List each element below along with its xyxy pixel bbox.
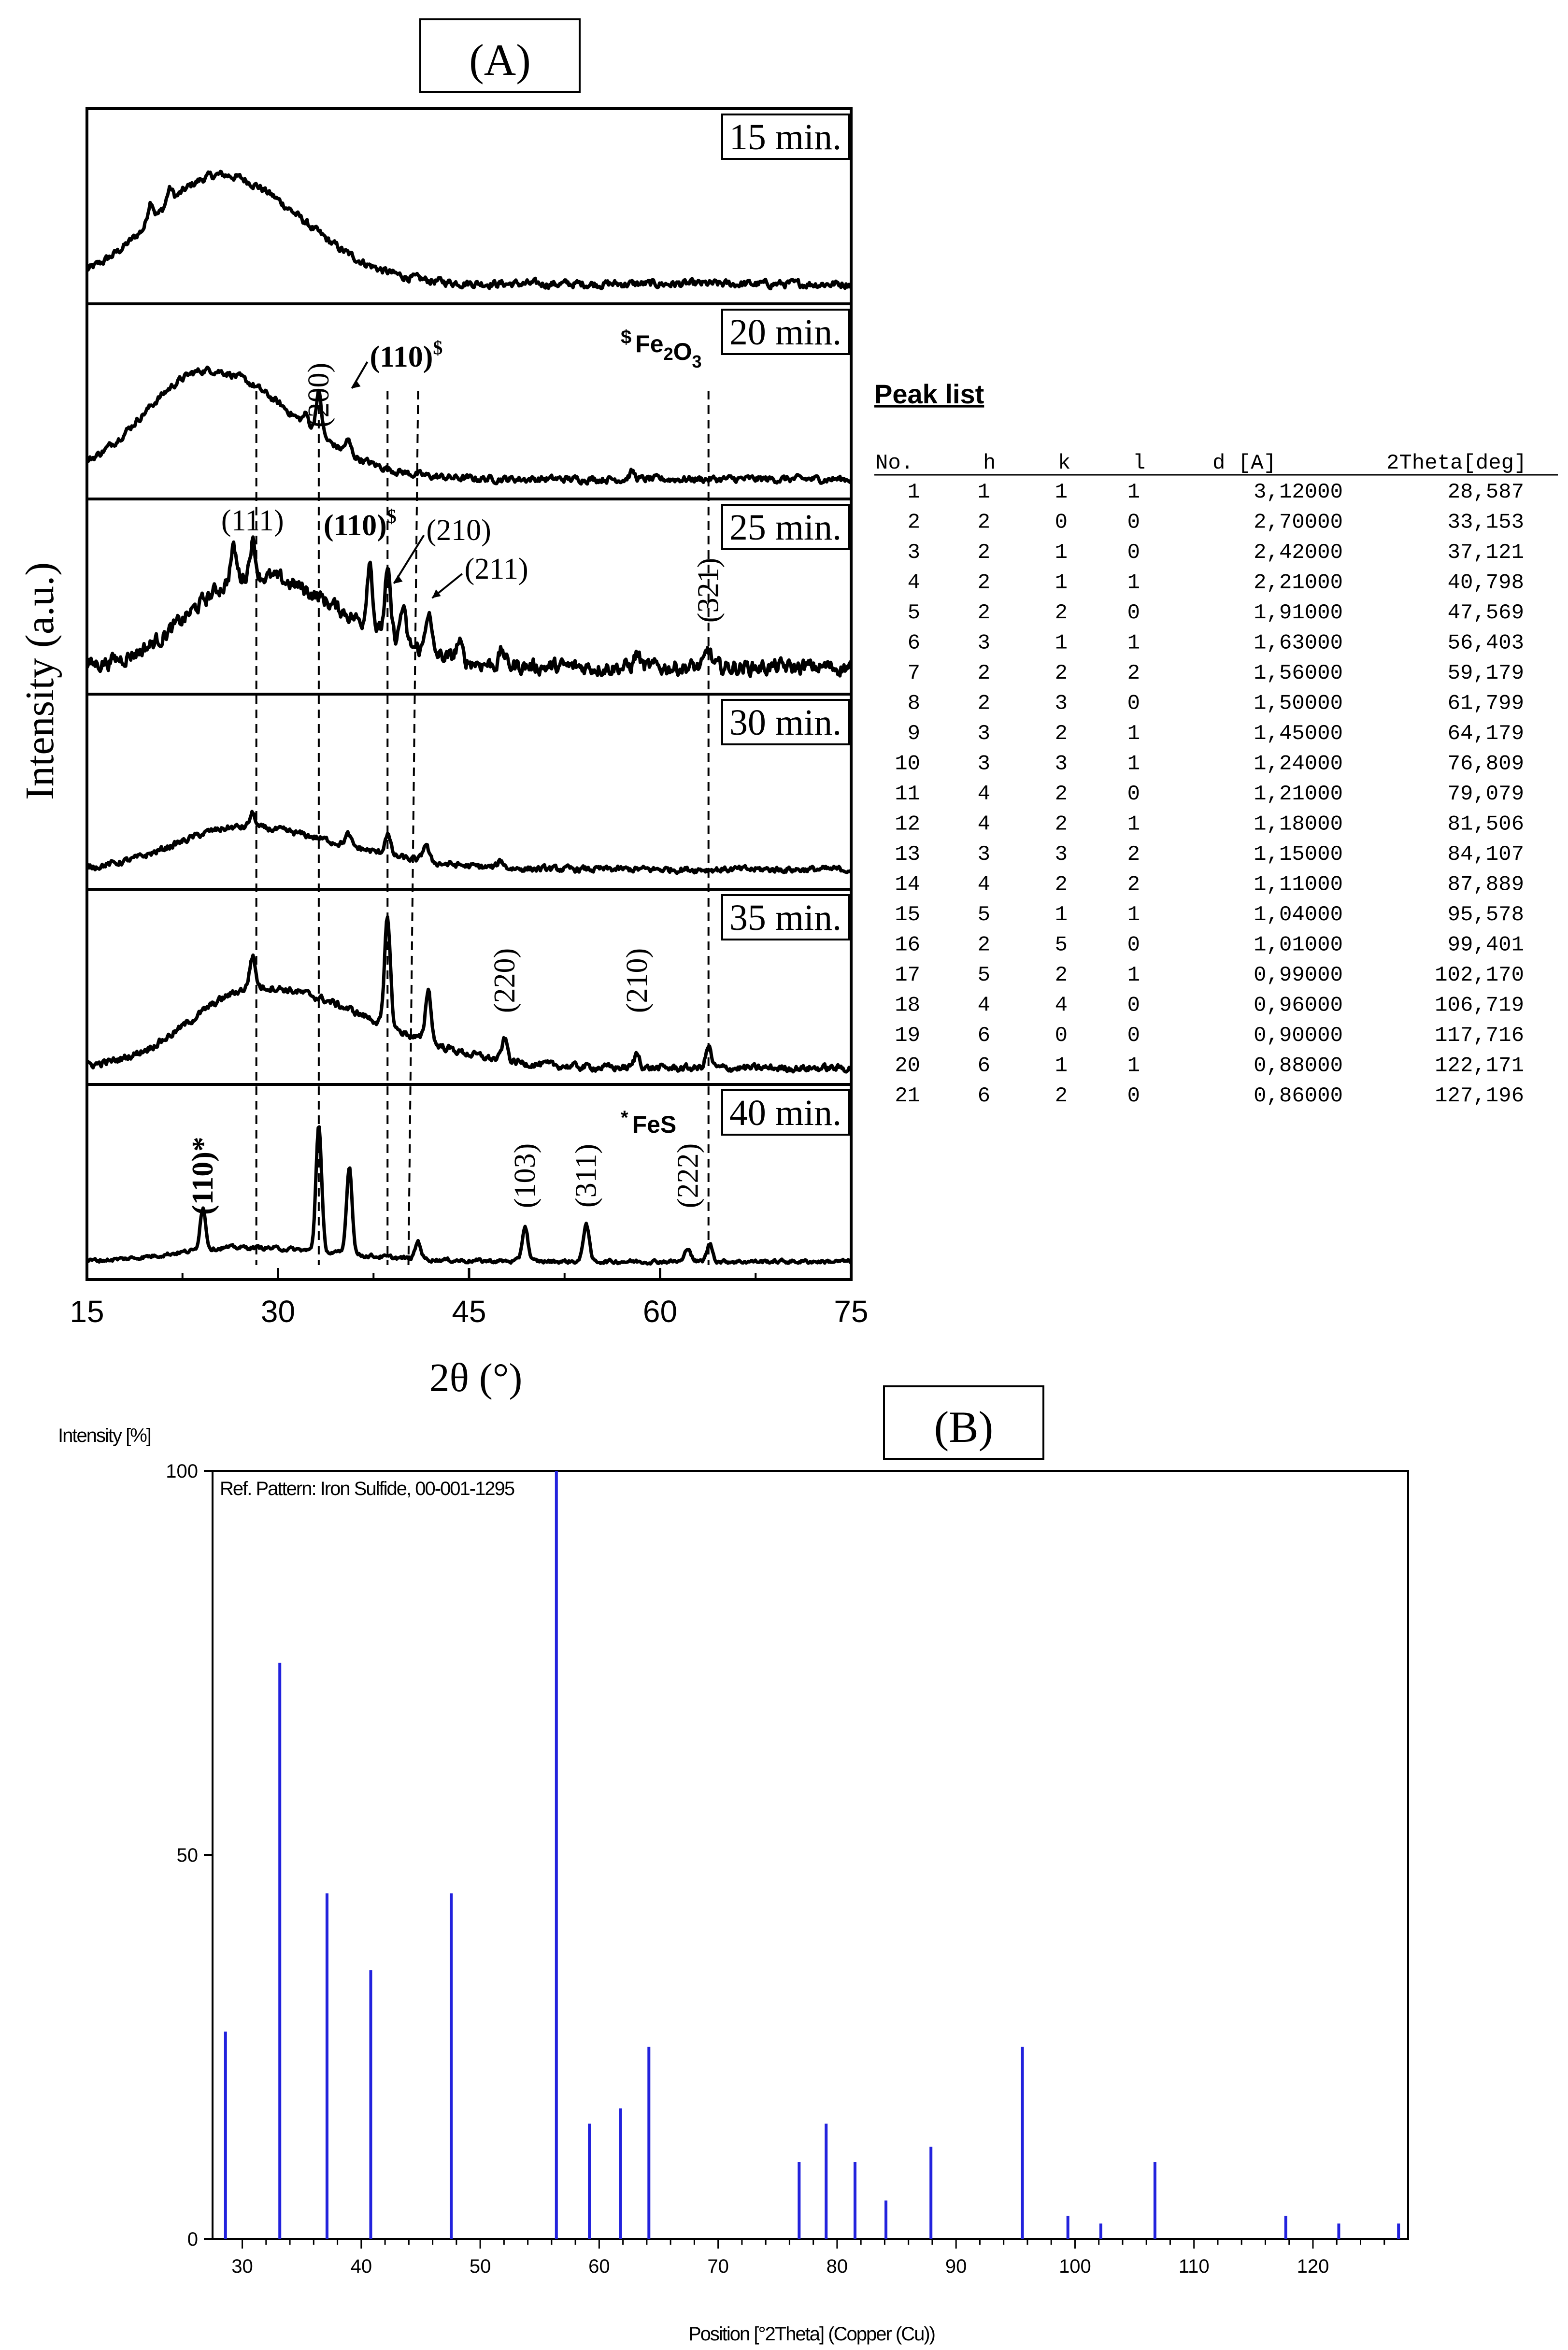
peak-annotation: (210)	[426, 514, 491, 547]
x-tick-label: 30	[260, 1294, 296, 1329]
peak-list-header-cell: d [A]	[1212, 451, 1277, 475]
peak-list-cell: 6	[977, 1024, 990, 1048]
peak-list-cell: 1	[1055, 1054, 1068, 1078]
x-tick-label: 60	[642, 1294, 678, 1329]
peak-list-cell: 3,12000	[1254, 480, 1343, 504]
peak-list-cell: 1	[1127, 480, 1140, 504]
peak-list-cell: 1,01000	[1254, 933, 1343, 957]
peak-list-cell: 1	[1055, 631, 1068, 655]
b-x-axis-label: Position [°2Theta] (Copper (Cu))	[688, 2323, 935, 2345]
peak-annotation: (111)	[221, 504, 284, 537]
peak-list-cell: 3	[977, 631, 990, 655]
b-y-tick-label: 0	[187, 2229, 198, 2250]
peak-list-cell: 0	[1055, 1024, 1068, 1048]
peak-list-cell: 2	[977, 661, 990, 685]
peak-list-cell: 2	[1055, 1084, 1068, 1108]
peak-list-cell: 28,587	[1447, 480, 1524, 504]
peak-list-cell: 40,798	[1447, 570, 1524, 595]
peak-list-cell: 0	[1127, 691, 1140, 716]
peak-list-cell: 4	[977, 782, 990, 806]
peak-list-cell: 3	[977, 722, 990, 746]
peak-list-cell: 1,11000	[1254, 872, 1343, 897]
peak-list-cell: 1	[1127, 963, 1140, 987]
peak-list-cell: 5	[907, 601, 920, 625]
peak-list-cell: 2	[1055, 782, 1068, 806]
phase-note: $ $Fe_2O_3$	[621, 327, 702, 371]
peak-list-cell: 106,719	[1435, 993, 1524, 1018]
peak-list-cell: 1	[1127, 812, 1140, 837]
peak-list-cell: 7	[907, 661, 920, 685]
peak-list-cell: 2,70000	[1254, 510, 1343, 535]
peak-list-cell: 2,21000	[1254, 570, 1343, 595]
peak-list-cell: 3	[1055, 691, 1068, 716]
peak-list-cell: 12	[895, 812, 920, 837]
peak-list-header-cell: 2Theta[deg]	[1386, 451, 1527, 475]
peak-list-cell: 2	[1127, 661, 1140, 685]
peak-list-cell: 8	[907, 691, 920, 716]
peak-list-cell: 5	[1055, 933, 1068, 957]
time-label: 40 min.	[729, 1093, 842, 1133]
peak-list-cell: 1	[1127, 722, 1140, 746]
peak-list-cell: 127,196	[1435, 1084, 1524, 1108]
peak-annotation: (200)	[302, 362, 335, 428]
peak-list-cell: 122,171	[1435, 1054, 1524, 1078]
peak-list-cell: 2	[1127, 842, 1140, 867]
time-label: 20 min.	[729, 312, 842, 353]
peak-list-cell: 17	[895, 963, 920, 987]
peak-list-cell: 76,809	[1447, 752, 1524, 776]
time-label: 25 min.	[729, 507, 842, 548]
peak-list-cell: 2	[977, 691, 990, 716]
peak-list-cell: 84,107	[1447, 842, 1524, 867]
b-x-tick-label: 40	[350, 2256, 372, 2277]
peak-list-cell: 6	[977, 1054, 990, 1078]
peak-annotation: (103)	[509, 1143, 542, 1209]
peak-list-cell: 2	[1055, 601, 1068, 625]
peak-list-cell: 5	[977, 903, 990, 927]
peak-list-cell: 2	[907, 510, 920, 535]
peak-list-cell: 0	[1127, 993, 1140, 1018]
time-label: 35 min.	[729, 897, 842, 938]
peak-list-cell: 2	[977, 541, 990, 565]
peak-list-cell: 4	[907, 570, 920, 595]
peak-list-cell: 1,21000	[1254, 782, 1343, 806]
panel-b-label: (B)	[934, 1402, 994, 1452]
peak-list-cell: 0	[1055, 510, 1068, 535]
peak-list-cell: 3	[977, 752, 990, 776]
peak-list-cell: 0,86000	[1254, 1084, 1343, 1108]
time-label: 30 min.	[729, 702, 842, 743]
peak-list-cell: 0	[1127, 541, 1140, 565]
peak-list-cell: 2	[1055, 661, 1068, 685]
peak-list-cell: 56,403	[1447, 631, 1524, 655]
peak-annotation: (311)	[570, 1144, 603, 1208]
peak-annotation: (211)	[464, 553, 528, 585]
peak-annotation: (220)	[488, 948, 521, 1013]
peak-list-cell: 0	[1127, 782, 1140, 806]
b-y-tick-label: 100	[166, 1461, 198, 1482]
b-y-tick-label: 50	[176, 1845, 198, 1866]
peak-list-cell: 1	[1055, 570, 1068, 595]
peak-list-cell: 0,90000	[1254, 1024, 1343, 1048]
peak-list-cell: 9	[907, 722, 920, 746]
peak-list-cell: 1,56000	[1254, 661, 1343, 685]
peak-annotation: (222)	[671, 1143, 705, 1209]
peak-list-cell: 1,18000	[1254, 812, 1343, 837]
peak-list-cell: 0	[1127, 510, 1140, 535]
peak-list-cell: 1	[1127, 631, 1140, 655]
b-x-tick-label: 60	[588, 2256, 610, 2277]
peak-list-cell: 99,401	[1447, 933, 1524, 957]
peak-list-cell: 5	[977, 963, 990, 987]
peak-list-cell: 10	[895, 752, 920, 776]
peak-list-cell: 102,170	[1435, 963, 1524, 987]
b-x-tick-label: 110	[1178, 2256, 1210, 2277]
peak-list-cell: 61,799	[1447, 691, 1524, 716]
peak-list-cell: 11	[895, 782, 920, 806]
peak-list-cell: 4	[1055, 993, 1068, 1018]
peak-list-header-cell: k	[1058, 451, 1071, 475]
peak-list-cell: 20	[895, 1054, 920, 1078]
peak-list-cell: 95,578	[1447, 903, 1524, 927]
peak-list-cell: 59,179	[1447, 661, 1524, 685]
peak-list-cell: 1,50000	[1254, 691, 1343, 716]
peak-list-cell: 3	[1055, 842, 1068, 867]
peak-list-cell: 15	[895, 903, 920, 927]
peak-list-header-cell: l	[1133, 451, 1146, 475]
b-x-tick-label: 90	[945, 2256, 967, 2277]
peak-list-cell: 33,153	[1447, 510, 1524, 535]
peak-list-cell: 4	[977, 872, 990, 897]
peak-list-cell: 3	[907, 541, 920, 565]
peak-list-cell: 2	[1055, 812, 1068, 837]
peak-list-cell: 2	[1055, 872, 1068, 897]
b-x-tick-label: 100	[1059, 2256, 1091, 2277]
b-title: Ref. Pattern: Iron Sulfide, 00-001-1295	[220, 1478, 514, 1499]
peak-list-cell: 1	[1127, 1054, 1140, 1078]
b-y-axis-label: Intensity [%]	[58, 1425, 151, 1446]
b-x-tick-label: 80	[826, 2256, 848, 2277]
peak-list-cell: 37,121	[1447, 541, 1524, 565]
peak-annotation: (110)$	[370, 337, 443, 373]
peak-list-cell: 2	[1055, 722, 1068, 746]
peak-list-cell: 1	[1055, 541, 1068, 565]
peak-list-cell: 79,079	[1447, 782, 1524, 806]
peak-list-cell: 2	[977, 510, 990, 535]
peak-annotation: (321)	[692, 557, 725, 623]
peak-list-cell: 64,179	[1447, 722, 1524, 746]
peak-list-cell: 1	[1127, 570, 1140, 595]
x-tick-label: 15	[70, 1294, 104, 1329]
peak-annotation: (210)	[621, 948, 654, 1013]
b-x-tick-label: 120	[1297, 2256, 1329, 2277]
b-x-tick-label: 30	[231, 2256, 253, 2277]
peak-list-cell: 0,88000	[1254, 1054, 1343, 1078]
peak-list-cell: 13	[895, 842, 920, 867]
peak-list-cell: 16	[895, 933, 920, 957]
peak-list-title: Peak list	[874, 379, 984, 409]
peak-list-cell: 4	[977, 812, 990, 837]
peak-list-cell: 0	[1127, 1084, 1140, 1108]
peak-list-cell: 1,04000	[1254, 903, 1343, 927]
panel-a-label: (A)	[469, 35, 531, 85]
b-x-tick-label: 50	[469, 2256, 491, 2277]
peak-list-cell: 1	[907, 480, 920, 504]
peak-list-cell: 117,716	[1435, 1024, 1524, 1048]
peak-list-cell: 1	[1127, 903, 1140, 927]
time-label: 15 min.	[729, 117, 842, 157]
peak-list-cell: 1	[1055, 480, 1068, 504]
peak-list-cell: 6	[907, 631, 920, 655]
peak-list-cell: 21	[895, 1084, 920, 1108]
peak-list-cell: 1	[1127, 752, 1140, 776]
peak-list-cell: 1,24000	[1254, 752, 1343, 776]
peak-list-cell: 0	[1127, 601, 1140, 625]
peak-list-cell: 2,42000	[1254, 541, 1343, 565]
peak-list-cell: 1,45000	[1254, 722, 1343, 746]
peak-list-cell: 2	[977, 570, 990, 595]
peak-list-cell: 1,15000	[1254, 842, 1343, 867]
x-tick-label: 75	[834, 1294, 869, 1329]
peak-list-cell: 0,96000	[1254, 993, 1343, 1018]
phase-note: * FeS	[621, 1107, 677, 1138]
y-axis-label: Intensity (a.u.)	[17, 562, 62, 800]
peak-list-cell: 3	[977, 842, 990, 867]
peak-list-cell: 19	[895, 1024, 920, 1048]
peak-list-cell: 2	[1055, 963, 1068, 987]
peak-list-cell: 3	[1055, 752, 1068, 776]
b-x-tick-label: 70	[707, 2256, 729, 2277]
peak-list-cell: 14	[895, 872, 920, 897]
peak-list-cell: 6	[977, 1084, 990, 1108]
peak-list-cell: 1	[1055, 903, 1068, 927]
peak-list-cell: 81,506	[1447, 812, 1524, 837]
peak-annotation: (110)$	[323, 505, 397, 542]
x-axis-label: 2θ (°)	[429, 1355, 523, 1400]
peak-list-header-cell: No.	[875, 451, 914, 475]
peak-list-cell: 1	[977, 480, 990, 504]
peak-list-cell: 1,91000	[1254, 601, 1343, 625]
peak-list-header-cell: h	[983, 451, 996, 475]
peak-list-cell: 47,569	[1447, 601, 1524, 625]
peak-list-cell: 87,889	[1447, 872, 1524, 897]
peak-annotation: (110)*	[186, 1137, 219, 1215]
peak-list-cell: 0,99000	[1254, 963, 1343, 987]
x-tick-label: 45	[452, 1294, 486, 1329]
peak-list-cell: 2	[977, 933, 990, 957]
peak-list-cell: 1,63000	[1254, 631, 1343, 655]
peak-list-cell: 2	[1127, 872, 1140, 897]
peak-list-cell: 4	[977, 993, 990, 1018]
peak-list-cell: 2	[977, 601, 990, 625]
peak-list-cell: 0	[1127, 933, 1140, 957]
peak-list-cell: 0	[1127, 1024, 1140, 1048]
peak-list-cell: 18	[895, 993, 920, 1018]
